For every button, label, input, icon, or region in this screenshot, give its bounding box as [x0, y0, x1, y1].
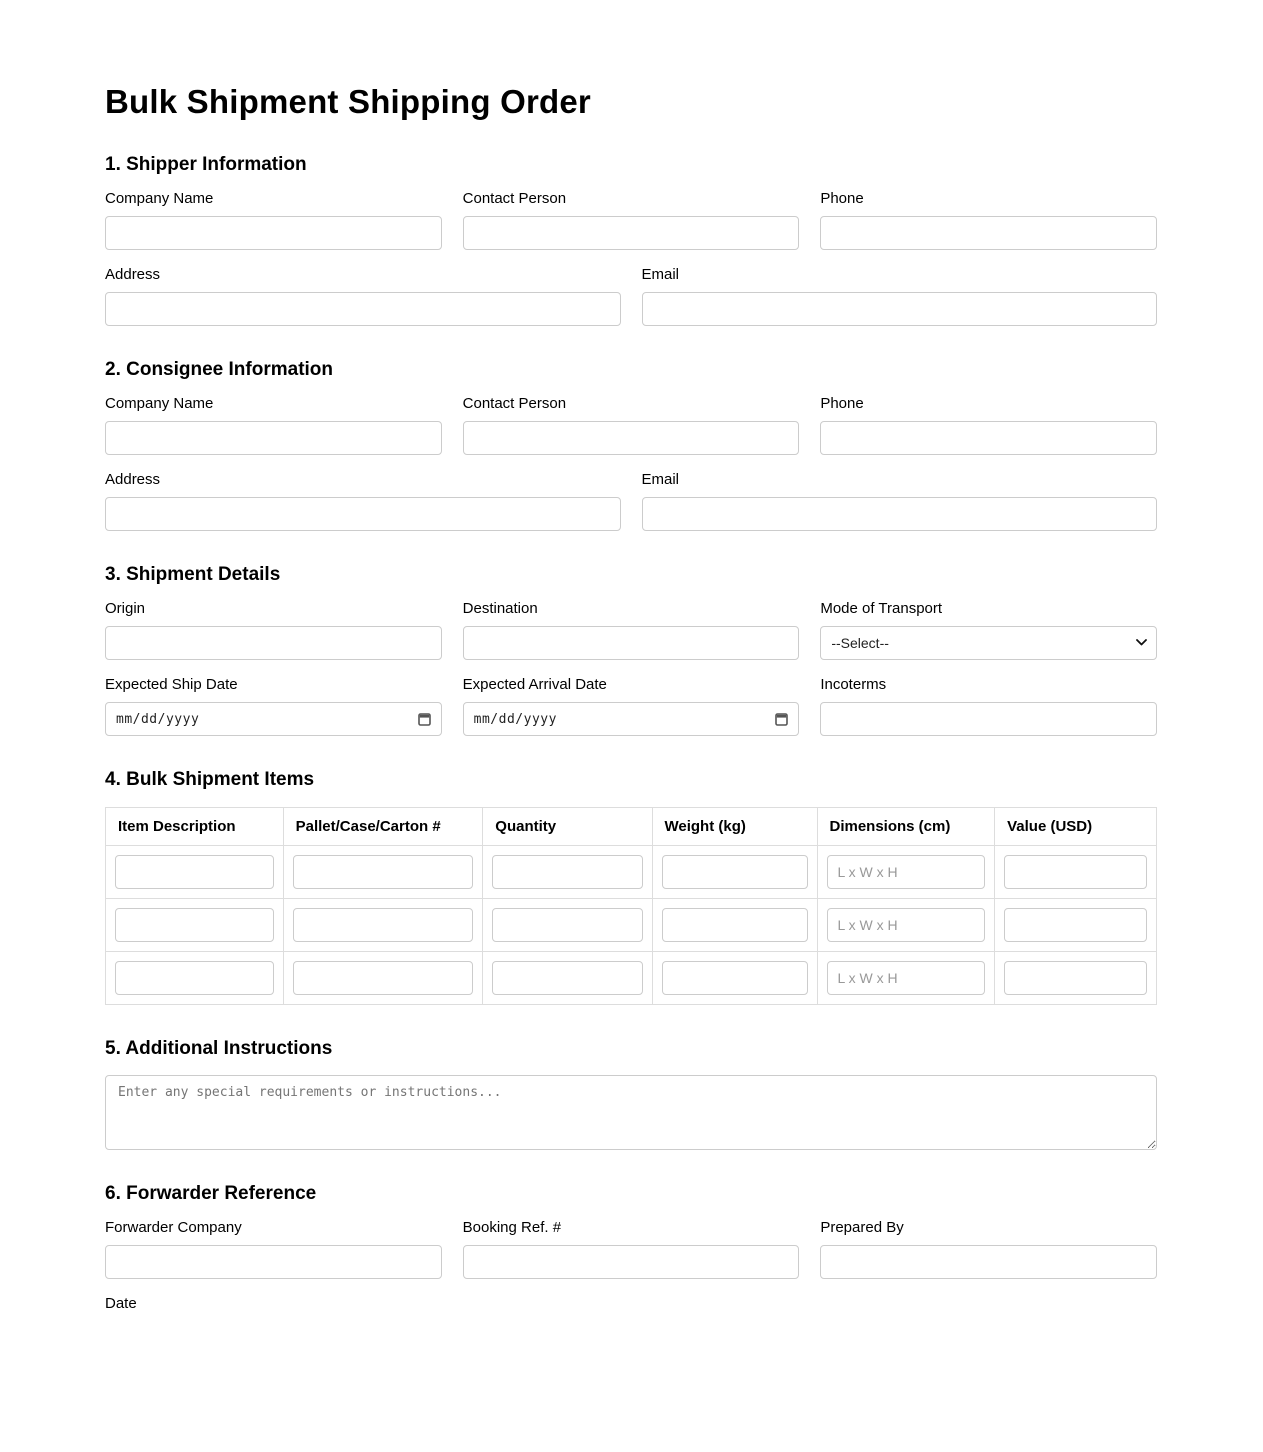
prepared-by-label: Prepared By	[820, 1219, 904, 1236]
prepared-by-input[interactable]	[820, 1245, 1157, 1279]
section-heading-shipper: 1. Shipper Information	[105, 154, 307, 175]
section-heading-forwarder: 6. Forwarder Reference	[105, 1183, 317, 1204]
table-row	[106, 846, 1157, 899]
expected-arrival-date-label: Expected Arrival Date	[462, 676, 607, 693]
field-shipper-phone	[820, 191, 1157, 250]
calendar-icon[interactable]	[775, 712, 788, 726]
shipper-company-input[interactable]	[105, 216, 442, 250]
field-incoterms	[820, 677, 1157, 736]
field-consignee-address	[105, 472, 621, 531]
origin-label: Origin	[105, 600, 146, 617]
booking-ref-label: Booking Ref. #	[462, 1219, 562, 1236]
shipper-company-label: Company Name	[105, 190, 214, 207]
col-header-value: Value (USD)	[995, 808, 1157, 846]
page-title: Bulk Shipment Shipping Order	[105, 83, 591, 120]
weight-input-3[interactable]	[662, 961, 808, 995]
field-prepared-by	[820, 1220, 1157, 1279]
forwarder-company-label: Forwarder Company	[105, 1219, 242, 1236]
section-heading-consignee: 2. Consignee Information	[105, 359, 334, 380]
shipper-contact-input[interactable]	[463, 216, 800, 250]
shipper-row-2	[105, 267, 1157, 326]
consignee-phone-label: Phone	[820, 395, 864, 412]
field-shipper-address	[105, 267, 621, 326]
shipper-phone-label: Phone	[820, 190, 864, 207]
dimensions-input-2[interactable]	[827, 908, 986, 942]
field-expected-arrival-date	[463, 677, 800, 736]
incoterms-label: Incoterms	[820, 676, 887, 693]
field-consignee-company	[105, 396, 442, 455]
weight-input-2[interactable]	[662, 908, 808, 942]
consignee-company-label: Company Name	[105, 395, 214, 412]
consignee-company-input[interactable]	[105, 421, 442, 455]
quantity-input-2[interactable]	[492, 908, 642, 942]
dimensions-input-3[interactable]	[827, 961, 986, 995]
shipper-email-label: Email	[641, 266, 680, 283]
section-consignee	[105, 360, 1157, 531]
incoterms-input[interactable]	[820, 702, 1157, 736]
consignee-address-label: Address	[105, 471, 161, 488]
value-input-1[interactable]	[1004, 855, 1147, 889]
col-header-pallet-case-carton: Pallet/Case/Carton #	[283, 808, 483, 846]
forwarder-date-label: Date	[105, 1295, 137, 1312]
shipment-row-1	[105, 601, 1157, 660]
table-row	[106, 899, 1157, 952]
field-mode-of-transport	[820, 601, 1157, 660]
field-consignee-contact	[463, 396, 800, 455]
col-header-quantity: Quantity	[483, 808, 652, 846]
ship-date-placeholder-text: mm/dd/yyyy	[116, 711, 200, 727]
pallet-case-carton-input-1[interactable]	[293, 855, 474, 889]
mode-of-transport-select[interactable]	[820, 626, 1157, 660]
field-consignee-phone	[820, 396, 1157, 455]
shipper-address-label: Address	[105, 266, 161, 283]
items-table	[105, 807, 1157, 1005]
shipment-row-2	[105, 677, 1157, 736]
expected-arrival-date-input[interactable]	[463, 702, 800, 736]
value-input-3[interactable]	[1004, 961, 1147, 995]
field-forwarder-company	[105, 1220, 442, 1279]
col-header-item-description: Item Description	[106, 808, 284, 846]
field-shipper-email	[642, 267, 1158, 326]
consignee-address-input[interactable]	[105, 497, 621, 531]
item-description-input-3[interactable]	[115, 961, 274, 995]
col-header-weight: Weight (kg)	[652, 808, 817, 846]
pallet-case-carton-input-2[interactable]	[293, 908, 474, 942]
field-consignee-email	[642, 472, 1158, 531]
destination-label: Destination	[462, 600, 538, 617]
table-row	[106, 952, 1157, 1005]
consignee-row-2	[105, 472, 1157, 531]
expected-ship-date-input[interactable]	[105, 702, 442, 736]
additional-instructions-textarea[interactable]	[105, 1075, 1157, 1150]
destination-input[interactable]	[463, 626, 800, 660]
section-forwarder-reference	[105, 1184, 1157, 1312]
field-expected-ship-date	[105, 677, 442, 736]
calendar-icon[interactable]	[418, 712, 431, 726]
consignee-email-label: Email	[641, 471, 680, 488]
consignee-contact-label: Contact Person	[462, 395, 567, 412]
shipper-phone-input[interactable]	[820, 216, 1157, 250]
origin-input[interactable]	[105, 626, 442, 660]
shipper-address-input[interactable]	[105, 292, 621, 326]
shipper-row-1	[105, 191, 1157, 250]
section-bulk-items	[105, 770, 1157, 1005]
mode-of-transport-label: Mode of Transport	[820, 600, 943, 617]
section-shipper	[105, 155, 1157, 326]
value-input-2[interactable]	[1004, 908, 1147, 942]
shipper-email-input[interactable]	[642, 292, 1158, 326]
section-heading-items: 4. Bulk Shipment Items	[105, 769, 315, 790]
mode-of-transport-select-wrap	[820, 626, 1157, 660]
consignee-phone-input[interactable]	[820, 421, 1157, 455]
section-heading-instructions: 5. Additional Instructions	[105, 1038, 333, 1059]
shipper-contact-label: Contact Person	[462, 190, 567, 207]
items-header-row	[106, 808, 1157, 846]
field-destination	[463, 601, 800, 660]
consignee-row-1	[105, 396, 1157, 455]
quantity-input-1[interactable]	[492, 855, 642, 889]
forwarder-row-2	[105, 1296, 1157, 1312]
quantity-input-3[interactable]	[492, 961, 642, 995]
item-description-input-2[interactable]	[115, 908, 274, 942]
forwarder-company-input[interactable]	[105, 1245, 442, 1279]
booking-ref-input[interactable]	[463, 1245, 800, 1279]
weight-input-1[interactable]	[662, 855, 808, 889]
field-origin	[105, 601, 442, 660]
field-shipper-company	[105, 191, 442, 250]
section-heading-shipment: 3. Shipment Details	[105, 564, 281, 585]
field-shipper-contact	[463, 191, 800, 250]
consignee-email-input[interactable]	[642, 497, 1158, 531]
pallet-case-carton-input-3[interactable]	[293, 961, 474, 995]
expected-ship-date-label: Expected Ship Date	[105, 676, 238, 693]
item-description-input-1[interactable]	[115, 855, 274, 889]
section-shipment-details	[105, 565, 1157, 736]
forwarder-row-1	[105, 1220, 1157, 1279]
arrival-date-placeholder-text: mm/dd/yyyy	[473, 711, 557, 727]
dimensions-input-1[interactable]	[827, 855, 986, 889]
col-header-dimensions: Dimensions (cm)	[817, 808, 995, 846]
field-booking-ref	[463, 1220, 800, 1279]
consignee-contact-input[interactable]	[463, 421, 800, 455]
section-additional-instructions	[105, 1039, 1157, 1150]
